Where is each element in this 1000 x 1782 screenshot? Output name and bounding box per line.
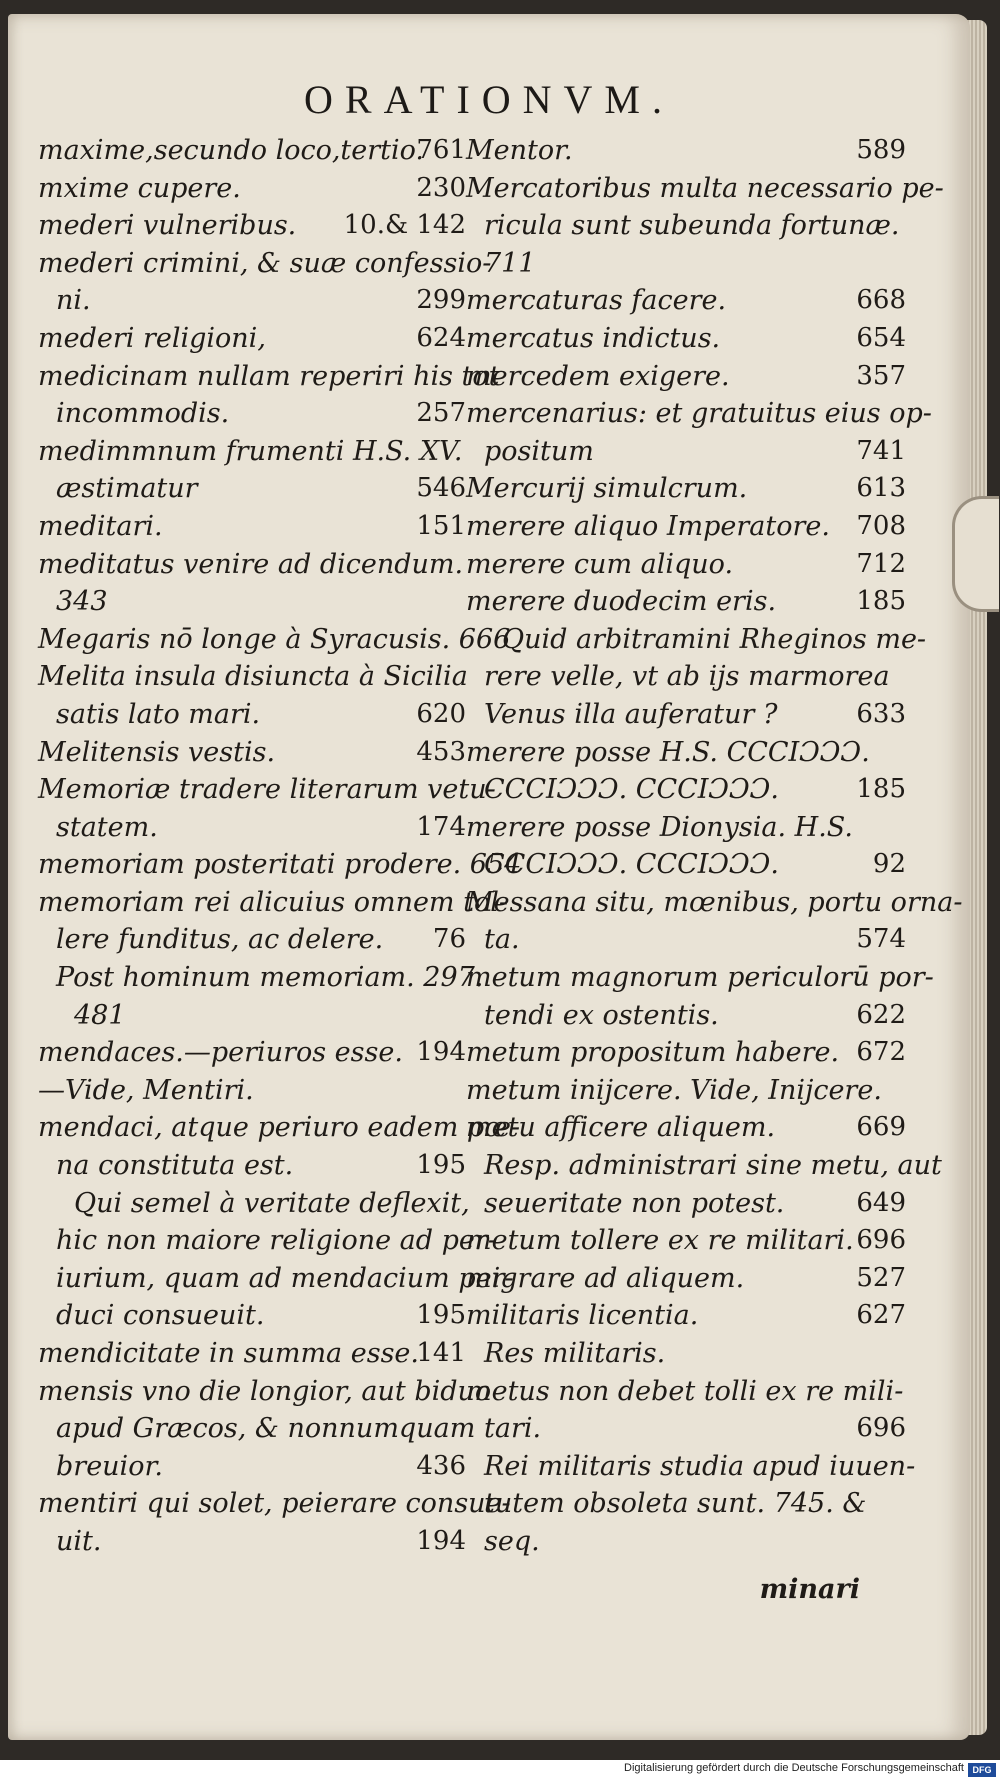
- entry-text: memoriam posteritati prodere. 654: [38, 849, 522, 881]
- index-entry: [466, 997, 912, 1035]
- entry-text: Mercatoribus multa necessario pe-: [466, 172, 944, 204]
- index-entry: [38, 170, 466, 208]
- entry-text: metus non debet tolli ex re mili-: [466, 1375, 904, 1407]
- index-entry: [38, 921, 466, 959]
- entry-text: Mercurij simulcrum.: [466, 473, 748, 505]
- entry-text: mederi religioni,: [38, 322, 266, 354]
- entry-text: mendaci, atque periuro eadem pœ-: [38, 1112, 521, 1144]
- page-reference: 620: [416, 698, 466, 729]
- entry-text: medicinam nullam reperiri his tot: [38, 360, 500, 392]
- index-entry: [38, 470, 466, 508]
- index-entry: [466, 621, 927, 659]
- page-reference: 257: [416, 398, 466, 429]
- index-entry: [466, 1335, 912, 1373]
- entry-text: æstimatur: [56, 473, 198, 505]
- page-reference: 696: [856, 1413, 906, 1444]
- page-reference: 627: [856, 1300, 906, 1331]
- entry-text: seueritate non potest.: [484, 1187, 785, 1219]
- index-entry: [38, 621, 511, 659]
- index-entry: [38, 771, 496, 809]
- entry-text: migrare ad aliquem.: [466, 1262, 745, 1294]
- entry-text: breuior.: [56, 1450, 163, 1482]
- index-entry: [466, 433, 912, 471]
- page-reference: 761: [416, 135, 466, 165]
- entry-text: hic non maiore religione ad per-: [56, 1225, 497, 1257]
- index-entry: [38, 658, 466, 696]
- running-head: ORATIONVM.: [304, 77, 674, 122]
- entry-text: mendaces.—periuros esse.: [38, 1037, 403, 1069]
- entry-text: Melitensis vestis.: [38, 736, 276, 768]
- entry-text: Rei militaris studia apud iuuen-: [484, 1450, 916, 1482]
- index-entry: [38, 1109, 521, 1147]
- page-reference: 174: [416, 811, 466, 842]
- entry-text: merere posse Dionysia. H.S.: [466, 811, 853, 843]
- index-entry: [466, 282, 912, 320]
- index-entry: [38, 1335, 466, 1373]
- entry-text: mercatus indictus.: [466, 322, 721, 354]
- index-entry: [466, 809, 912, 847]
- page-reference: 622: [856, 999, 906, 1030]
- page-reference: 185: [856, 586, 906, 617]
- entry-text: mxime cupere.: [38, 172, 241, 204]
- index-entry: [38, 1222, 497, 1260]
- index-entry: [466, 1185, 912, 1223]
- index-entry: [38, 132, 466, 170]
- index-entry: [38, 282, 466, 320]
- index-entry: [466, 1072, 912, 1110]
- index-entry: [38, 1147, 466, 1185]
- index-entry: [466, 1222, 912, 1260]
- index-entry: [466, 358, 912, 396]
- index-entry: [38, 1485, 511, 1523]
- index-entry: [466, 320, 912, 358]
- entry-text: mercenarius: et gratuitus eius op-: [466, 398, 932, 430]
- entry-text: Melita insula disiuncta à Sicilia: [38, 661, 468, 693]
- page-reference: 194: [416, 1525, 466, 1556]
- page-reference: 10.& 142: [343, 210, 466, 241]
- entry-text: Res militaris.: [484, 1338, 666, 1369]
- page-reference: 230: [416, 172, 466, 203]
- index-entry: [38, 1072, 466, 1110]
- entry-text: mensis vno die longior, aut biduo: [38, 1375, 492, 1407]
- entry-text: apud Græcos, & nonnumquam: [56, 1413, 476, 1445]
- page-reference: 76: [432, 924, 466, 955]
- entry-text: meditari.: [38, 510, 163, 542]
- index-entry: [466, 508, 912, 546]
- index-entry: [38, 1185, 470, 1223]
- index-entry: [466, 1147, 942, 1185]
- page-reference: 527: [856, 1262, 906, 1293]
- entry-text: metum magnorum periculorū por-: [466, 962, 934, 994]
- page-reference: 574: [856, 924, 906, 955]
- entry-text: positum: [484, 435, 594, 467]
- index-entry: [38, 1034, 466, 1072]
- index-entry: [38, 395, 466, 433]
- page-reference: 453: [416, 736, 466, 767]
- page-reference: 672: [856, 1037, 906, 1068]
- index-entry: [38, 884, 508, 922]
- entry-text: mentiri qui solet, peierare consue-: [38, 1488, 511, 1520]
- index-entry: [466, 1448, 916, 1486]
- index-entry: [38, 583, 466, 621]
- index-entry: [466, 1260, 912, 1298]
- page-reference: 185: [856, 774, 906, 805]
- entry-text: 481: [74, 999, 126, 1031]
- index-entry: [38, 734, 466, 772]
- entry-text: iurium, quam ad mendacium per-: [56, 1262, 514, 1294]
- entry-text: meditatus venire ad dicendum.: [38, 548, 464, 580]
- index-entry: [466, 771, 912, 809]
- entry-text: tutem obsoleta sunt. 745. &: [484, 1488, 867, 1520]
- index-entry: [466, 846, 912, 884]
- index-entry: [38, 1373, 492, 1411]
- index-entry: [466, 884, 963, 922]
- entry-text: 343: [56, 586, 108, 618]
- page-reference: 195: [416, 1300, 466, 1331]
- page-reference: 151: [416, 510, 466, 541]
- page-reference: 613: [856, 473, 906, 504]
- dfg-logo: DFG: [968, 1763, 996, 1777]
- entry-text: mercedem exigere.: [466, 360, 730, 392]
- entry-text: satis lato mari.: [56, 698, 261, 730]
- page-reference: 633: [856, 698, 906, 729]
- index-entry: [466, 921, 912, 959]
- index-entry: [466, 207, 912, 245]
- page-reference: 696: [856, 1225, 906, 1256]
- index-entry: [38, 1297, 466, 1335]
- index-entry: [38, 207, 466, 245]
- entry-text: merere cum aliquo.: [466, 548, 734, 580]
- entry-text: Memoriæ tradere literarum vetu-: [38, 774, 496, 806]
- entry-text: uit.: [56, 1525, 102, 1557]
- entry-text: mendicitate in summa esse.: [38, 1338, 419, 1369]
- index-entry: [466, 658, 912, 696]
- page-reference: 195: [416, 1150, 466, 1181]
- page-reference: 624: [416, 322, 466, 353]
- entry-text: Megaris nō longe à Syracusis. 666: [38, 623, 511, 655]
- index-entry: [38, 1523, 466, 1561]
- entry-text: tari.: [484, 1413, 542, 1445]
- index-entry: [38, 546, 466, 584]
- entry-text: seq.: [484, 1525, 540, 1557]
- page-reference: 141: [416, 1338, 466, 1368]
- entry-text: merere aliquo Imperatore.: [466, 510, 830, 542]
- index-entry: [38, 696, 466, 734]
- index-entry: [38, 1410, 476, 1448]
- index-entry: [38, 959, 484, 997]
- page-reference: 436: [416, 1450, 466, 1481]
- entry-text: metum propositum habere.: [466, 1037, 840, 1069]
- entry-text: metum tollere ex re militari.: [466, 1225, 854, 1257]
- book-clasp: [952, 496, 999, 612]
- page-reference: 589: [856, 135, 906, 165]
- index-entry: [466, 1297, 912, 1335]
- index-entry: [466, 1523, 912, 1561]
- entry-text: incommodis.: [56, 398, 230, 430]
- entry-text: Post hominum memoriam. 297.: [56, 962, 484, 994]
- entry-text: statem.: [56, 811, 158, 843]
- entry-text: ta.: [484, 924, 520, 956]
- entry-text: —Vide, Mentiri.: [38, 1074, 254, 1106]
- entry-text: CCCIƆƆƆ. CCCIƆƆƆ.: [484, 774, 779, 806]
- entry-text: maxime,secundo loco,tertio.: [38, 135, 425, 166]
- entry-text: mederi vulneribus.: [38, 210, 297, 242]
- page-reference: 669: [856, 1112, 906, 1143]
- index-entry: [38, 846, 522, 884]
- entry-text: Quid arbitramini Rheginos me-: [502, 623, 927, 655]
- page-reference: 649: [856, 1187, 906, 1218]
- entry-text: duci consueuit.: [56, 1300, 265, 1332]
- index-entry: [38, 433, 466, 471]
- entry-text: Messana situ, mœnibus, portu orna-: [466, 886, 963, 918]
- catchword: minari: [759, 1574, 860, 1605]
- entry-text: metu afficere aliquem.: [466, 1112, 776, 1144]
- index-entry: [466, 1034, 912, 1072]
- index-entry: [466, 1373, 912, 1411]
- index-entry: [466, 1109, 912, 1147]
- index-entry: [466, 1410, 912, 1448]
- page-reference: 194: [416, 1037, 466, 1068]
- entry-text: rere velle, vt ab ijs marmorea: [484, 661, 890, 693]
- page-reference: 92: [872, 849, 906, 880]
- entry-text: Mentor.: [466, 135, 573, 166]
- entry-text: CCCIƆƆƆ. CCCIƆƆƆ.: [484, 849, 779, 881]
- page-reference: 654: [856, 322, 906, 353]
- index-entry: [466, 132, 912, 170]
- index-entry: [466, 245, 912, 283]
- entry-text: metum inijcere. Vide, Inijcere.: [466, 1074, 882, 1106]
- index-entry: [38, 1260, 514, 1298]
- entry-text: merere duodecim eris.: [466, 586, 777, 618]
- index-entry: [38, 1448, 466, 1486]
- page-reference: 357: [856, 360, 906, 391]
- index-entry: [466, 583, 912, 621]
- entry-text: mederi crimini, & suæ confessio-: [38, 247, 492, 279]
- entry-text: Qui semel à veritate deflexit,: [74, 1187, 470, 1219]
- index-entry: [466, 1485, 912, 1523]
- page-reference: 299: [416, 285, 466, 316]
- index-entry: [466, 546, 912, 584]
- book-page: [8, 14, 970, 1740]
- entry-text: mercaturas facere.: [466, 285, 727, 317]
- entry-text: tendi ex ostentis.: [484, 999, 719, 1031]
- index-entry: [38, 508, 466, 546]
- index-entry: [466, 170, 944, 208]
- page-reference: 741: [856, 435, 906, 466]
- entry-text: ni.: [56, 285, 91, 317]
- index-entry: [38, 245, 492, 283]
- entry-text: 711: [484, 247, 536, 279]
- index-entry: [38, 320, 466, 358]
- entry-text: Resp. administrari sine metu, aut: [484, 1150, 942, 1182]
- footer-credit: Digitalisierung gefördert durch die Deutsche Forschungsgemeinschaft: [624, 1762, 964, 1774]
- entry-text: medimmnum frumenti H.S. XV.: [38, 435, 463, 467]
- index-entry: [466, 470, 912, 508]
- entry-text: na constituta est.: [56, 1150, 294, 1182]
- entry-text: merere posse H.S. CCCIƆƆƆ.: [466, 736, 870, 768]
- entry-text: militaris licentia.: [466, 1300, 699, 1332]
- index-entry: [466, 959, 934, 997]
- index-entry: [466, 696, 912, 734]
- page-reference: 668: [856, 285, 906, 316]
- page-reference: 546: [416, 473, 466, 504]
- page-reference: 708: [856, 510, 906, 541]
- index-entry: [38, 997, 466, 1035]
- entry-text: ricula sunt subeunda fortunæ.: [484, 210, 900, 242]
- entry-text: lere funditus, ac delere.: [56, 924, 384, 956]
- page-reference: 712: [856, 548, 906, 579]
- entry-text: Venus illa auferatur ?: [484, 698, 778, 730]
- footer-strip: [0, 1760, 1000, 1782]
- entry-text: memoriam rei alicuius omnem tol-: [38, 886, 508, 918]
- index-entry: [38, 358, 500, 396]
- index-entry: [38, 809, 466, 847]
- index-column-right: [466, 132, 963, 1561]
- index-entry: [466, 395, 932, 433]
- index-entry: [466, 734, 912, 772]
